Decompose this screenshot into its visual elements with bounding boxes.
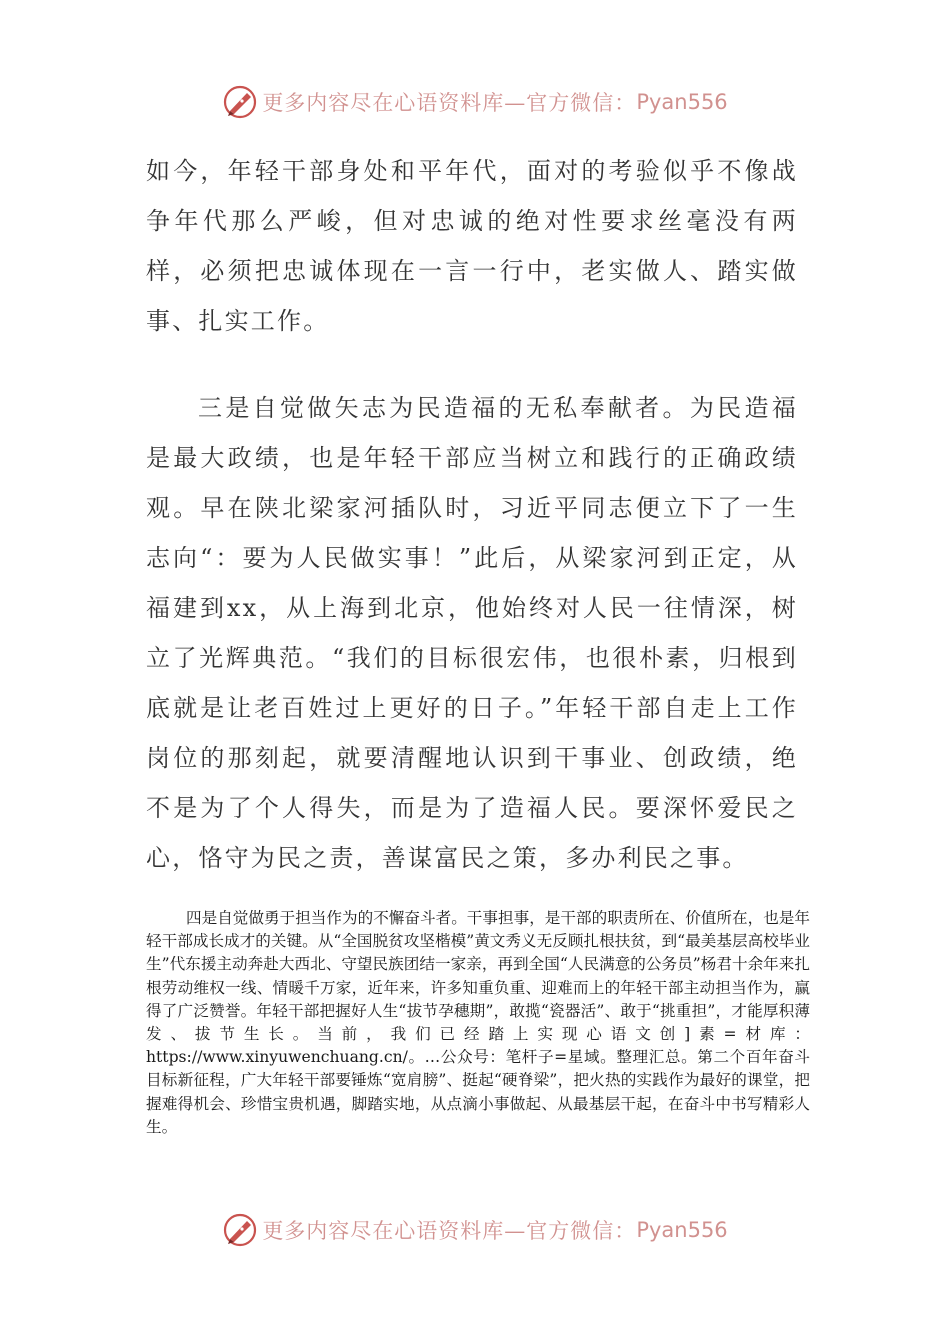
banner-text: 更多内容尽在心语资料库—官方微信：: [262, 1219, 637, 1243]
wechat-id: Pyan556: [636, 90, 728, 114]
pen-nib-icon: [222, 84, 258, 120]
paragraph-serve-people: 三是自觉做矢志为民造福的无私奉献者。为民造福是最大政绩，也是年轻干部应当树立和践行的正确政绩观。早在陕北梁家河插队时，习近平同志便立下了一生志向“：要为人民做实事！”此后，从梁家河到正定，从福建到xx，从上海到北京，他始终对人民一往情深，树立了光辉典范。“我们的目标很宏伟，也很朴素，归根到底就是让老百姓过上更好的日子。”年轻干部自走上工作岗位的那刻起，就要清醒地认识到干事业、创政绩，绝不是为了个人得失，而是为了造福人民。要深怀爱民之心，恪守为民之责，善谋富民之策，多办利民之事。: [146, 394, 798, 872]
paragraph-take-responsibility: 四是自觉做勇于担当作为的不懈奋斗者。干事担事，是干部的职责所在、价值所在，也是年轻干部成长成才的关键。从“全国脱贫攻坚楷模”黄文秀义无反顾扎根扶贫，到“最美基层高校毕业生”代东援主动奔赴大西北、守望民族团结一家亲，再到全国“人民满意的公务员”杨君十余年来扎根劳动维权一线、情暖千万家，近年来，许多知重负重、迎难而上的年轻干部主动担当作为，赢得了广泛赞誉。年轻干部把握好人生“拔节孕穗期”，敢揽“瓷器活”、敢于“挑重担”，才能厚积薄发、拔节生长。当前，我们已经踏上实现心语文创]素=材库：https://www.xinyuwenchuang.cn/。…公众号：笔杆子=星域。整理汇总。第二个百年奋斗目标新征程，广大年轻干部要锤炼“宽肩膀”、挺起“硬脊梁”，把火热的实践作为最好的课堂，把握难得机会、珍惜宝贵机遇，脚踏实地，从点滴小事做起、从最基层干起，在奋斗中书写精彩人生。: [146, 909, 810, 1136]
footer-banner: [0, 1208, 950, 1252]
banner-text: 更多内容尽在心语资料库—官方微信：: [262, 91, 637, 115]
wechat-id: Pyan556: [636, 1218, 728, 1242]
header-banner: [0, 80, 950, 124]
pen-nib-icon: [222, 1212, 258, 1248]
paragraph-loyalty: 如今，年轻干部身处和平年代，面对的考验似乎不像战争年代那么严峻，但对忠诚的绝对性要求丝毫没有两样，必须把忠诚体现在一言一行中，老实做人、踏实做事、扎实工作。: [146, 157, 798, 335]
